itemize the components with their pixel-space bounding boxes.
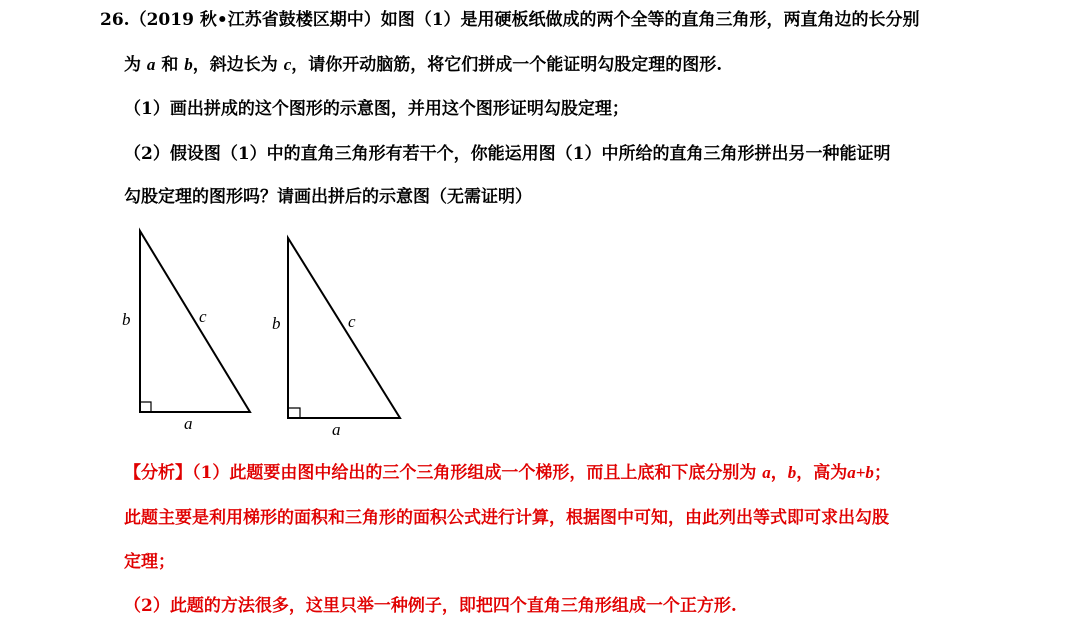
- question-line-1: 26.（2019 秋•江苏省鼓楼区期中）如图（1）是用硬板纸做成的两个全等的直角三角形，两直角边的长分别: [100, 10, 920, 30]
- triangle-1: [140, 231, 250, 412]
- triangle-1-label-c: c: [199, 307, 207, 326]
- question-part-2-line-2: 勾股定理的图形吗？请画出拼后的示意图（无需证明）: [124, 187, 532, 207]
- question-part-1: （1）画出拼成的这个图形的示意图，并用这个图形证明勾股定理；: [124, 99, 629, 119]
- analysis-tag: 【分析】: [124, 463, 192, 483]
- analysis-line-4: （2）此题的方法很多，这里只举一种例子，即把四个直角三角形组成一个正方形.: [124, 596, 737, 616]
- triangle-1-label-a: a: [184, 414, 193, 433]
- triangle-2: [288, 238, 400, 418]
- triangle-2-label-b: b: [272, 314, 281, 333]
- question-text-1: 如图（1）是用硬板纸做成的两个全等的直角三角形，两直角边的长分别: [380, 10, 920, 30]
- triangle-2-label-c: c: [348, 312, 356, 331]
- var-a: a: [146, 55, 156, 74]
- question-part-2-line-1: （2）假设图（1）中的直角三角形有若干个，你能运用图（1）中所给的直角三角形拼出另一种能证明: [124, 144, 891, 164]
- var-c: c: [283, 55, 292, 74]
- question-source: （2019 秋•江苏省鼓楼区期中）: [129, 10, 381, 30]
- analysis-line-3: 定理；: [124, 552, 175, 572]
- analysis-line-1: 【分析】（1）此题要由图中给出的三个三角形组成一个梯形，而且上底和下底分别为 a，b，高为a+b；: [124, 463, 891, 483]
- analysis-line-2: 此题主要是利用梯形的面积和三角形的面积公式进行计算，根据图中可知，由此列出等式即可求出勾股: [124, 508, 889, 528]
- question-number: 26: [100, 10, 124, 30]
- question-line-2: 为 a 和 b，斜边长为 c，请你开动脑筋，将它们拼成一个能证明勾股定理的图形.: [124, 55, 723, 75]
- triangle-1-label-b: b: [122, 310, 131, 329]
- var-b: b: [184, 55, 193, 74]
- triangle-2-label-a: a: [332, 420, 341, 439]
